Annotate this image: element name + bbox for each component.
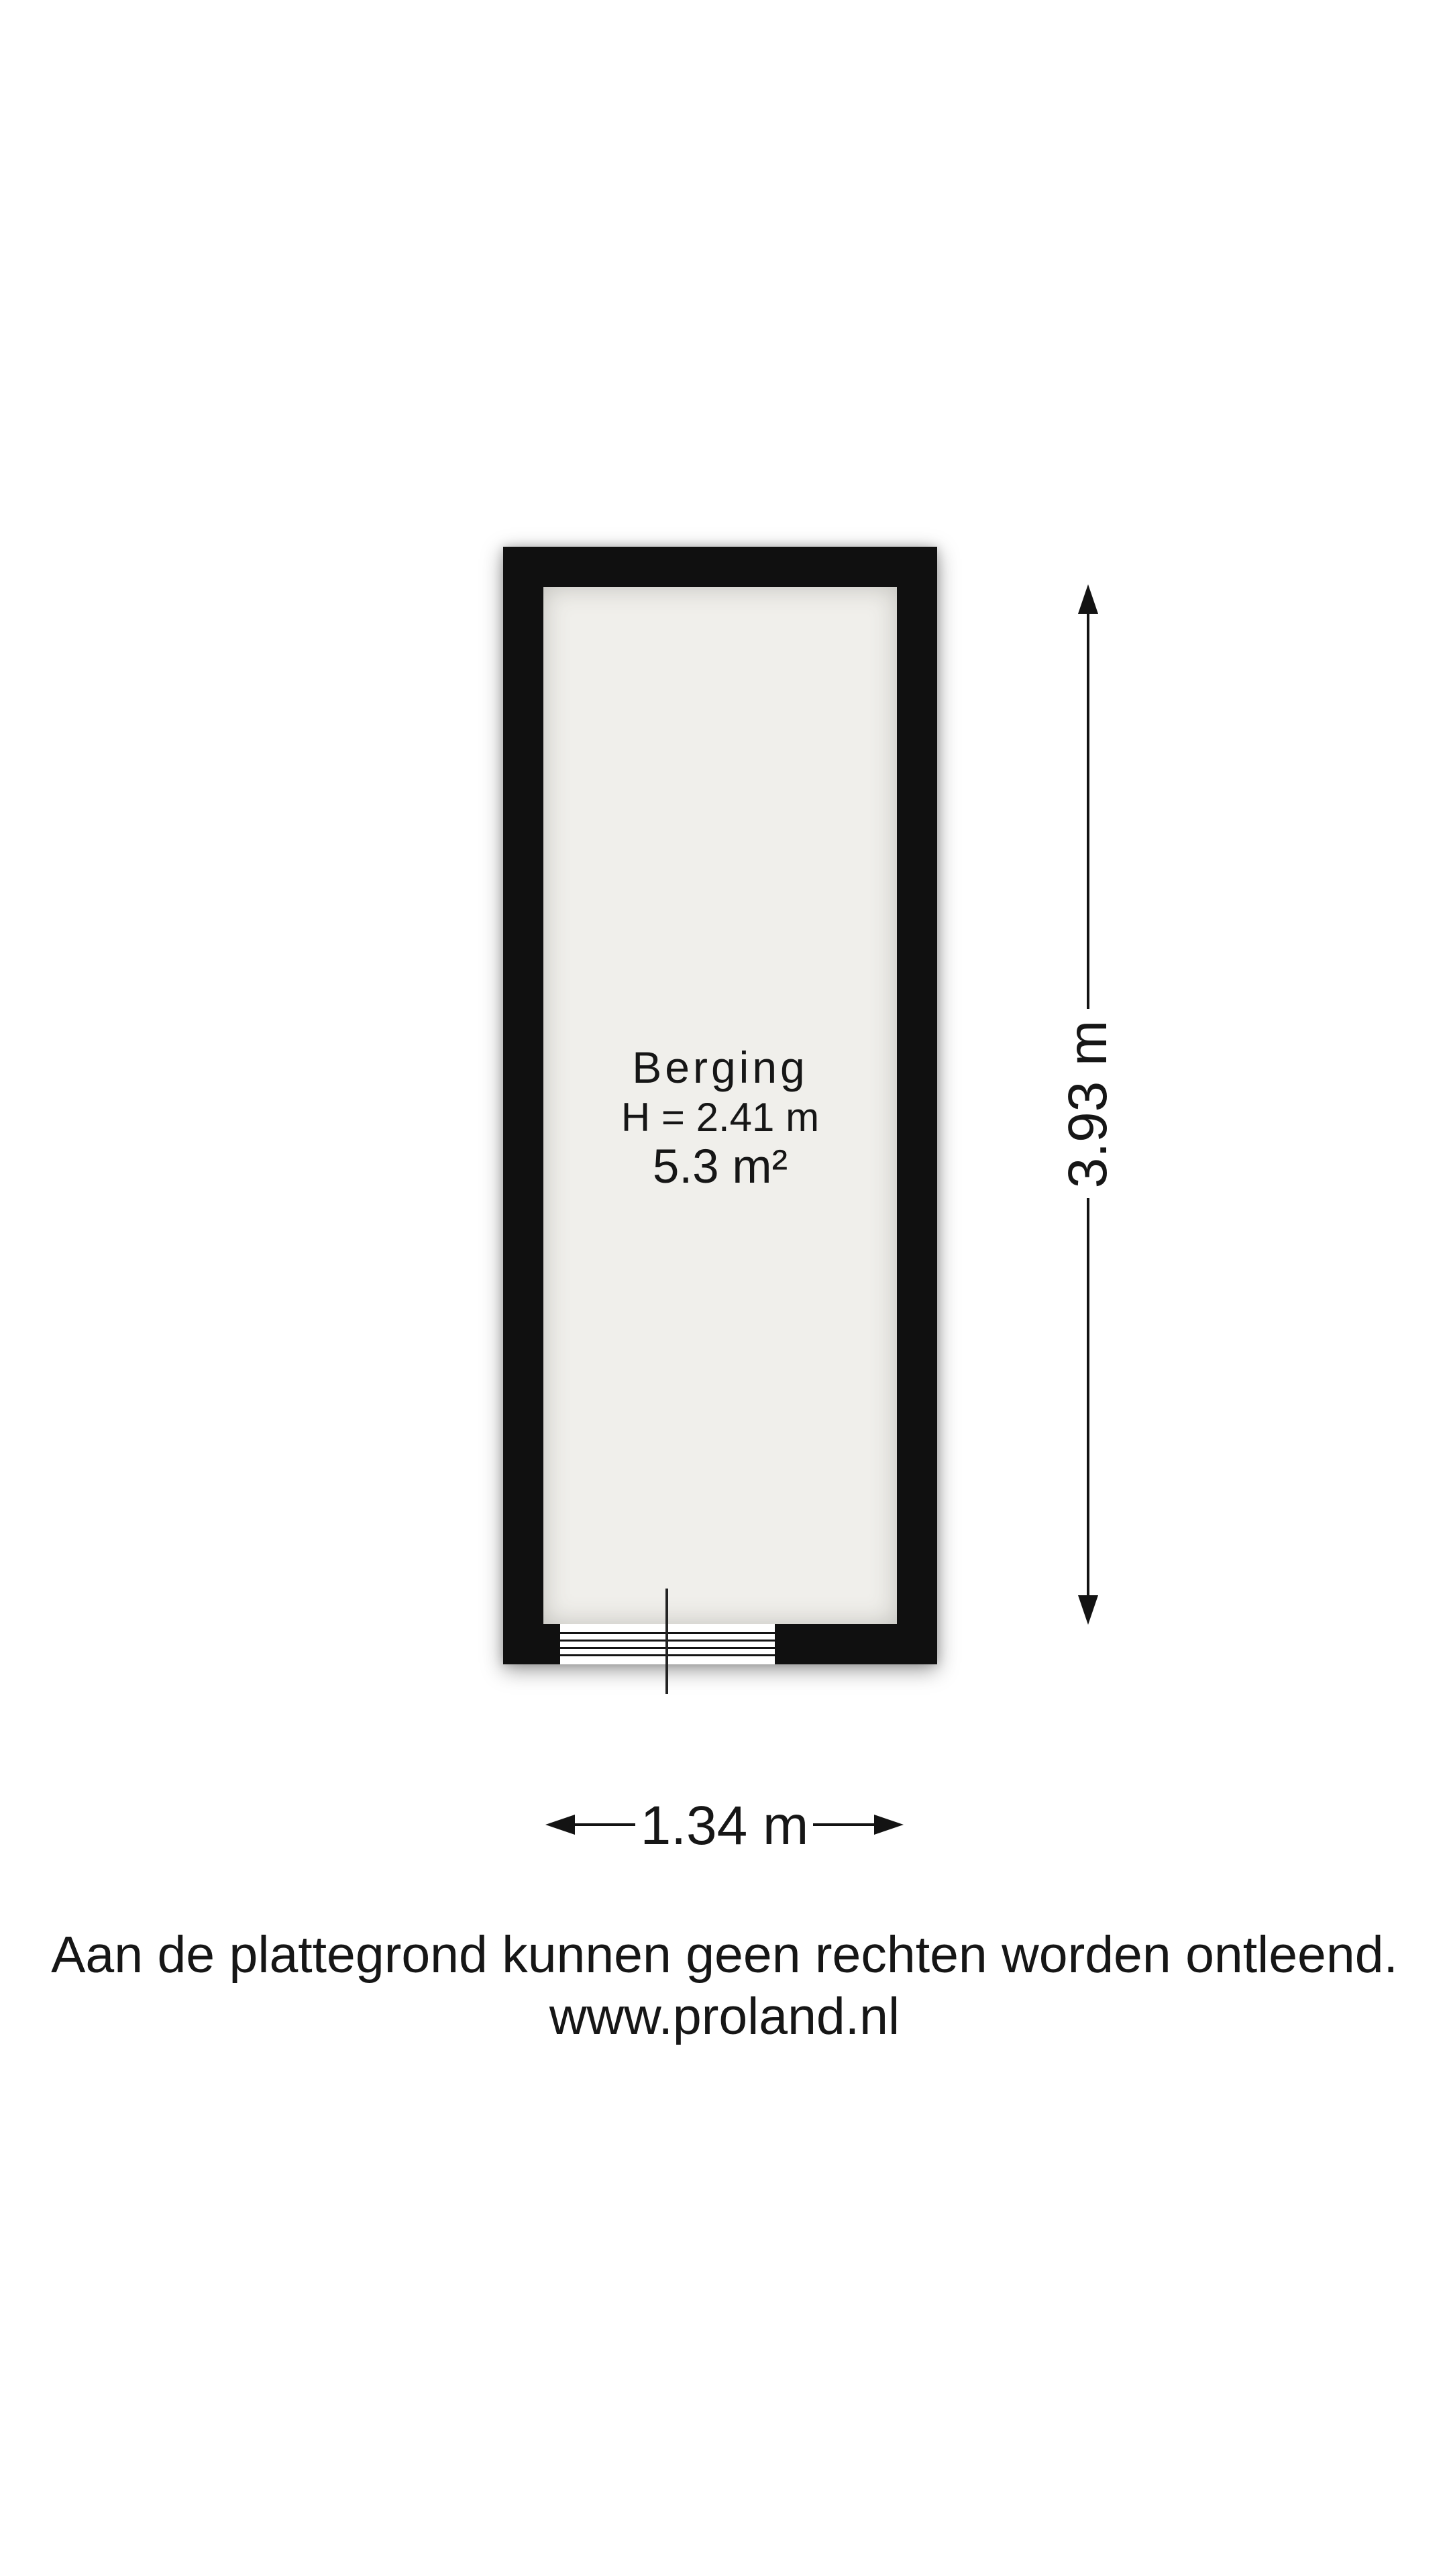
room-berging-walls bbox=[503, 547, 937, 1664]
horizontal-dimension-line bbox=[813, 1823, 875, 1826]
footer-website: www.proland.nl bbox=[549, 1988, 900, 2045]
footer bbox=[0, 1924, 1449, 2047]
vertical-dimension-line bbox=[1087, 612, 1089, 1009]
vertical-dimension-line bbox=[1087, 1198, 1089, 1597]
footer-disclaimer: Aan de plattegrond kunnen geen rechten worden ontleend. bbox=[51, 1926, 1398, 1984]
window-center-marker-line bbox=[665, 1589, 668, 1694]
room-name: Berging bbox=[632, 1042, 808, 1092]
horizontal-dimension-label: 1.34 m bbox=[640, 1795, 809, 1856]
room-height-label: H = 2.41 m bbox=[621, 1095, 820, 1140]
dimension-arrow-down-icon bbox=[1078, 1595, 1098, 1625]
vertical-dimension-label: 3.93 m bbox=[1057, 1020, 1118, 1189]
dimension-arrow-right-icon bbox=[874, 1815, 904, 1835]
room-label bbox=[503, 1042, 937, 1193]
dimension-arrow-left-icon bbox=[545, 1815, 575, 1835]
dimension-arrow-up-icon bbox=[1078, 584, 1098, 614]
horizontal-dimension-line bbox=[574, 1823, 635, 1826]
room-area-label: 5.3 m² bbox=[652, 1140, 788, 1193]
